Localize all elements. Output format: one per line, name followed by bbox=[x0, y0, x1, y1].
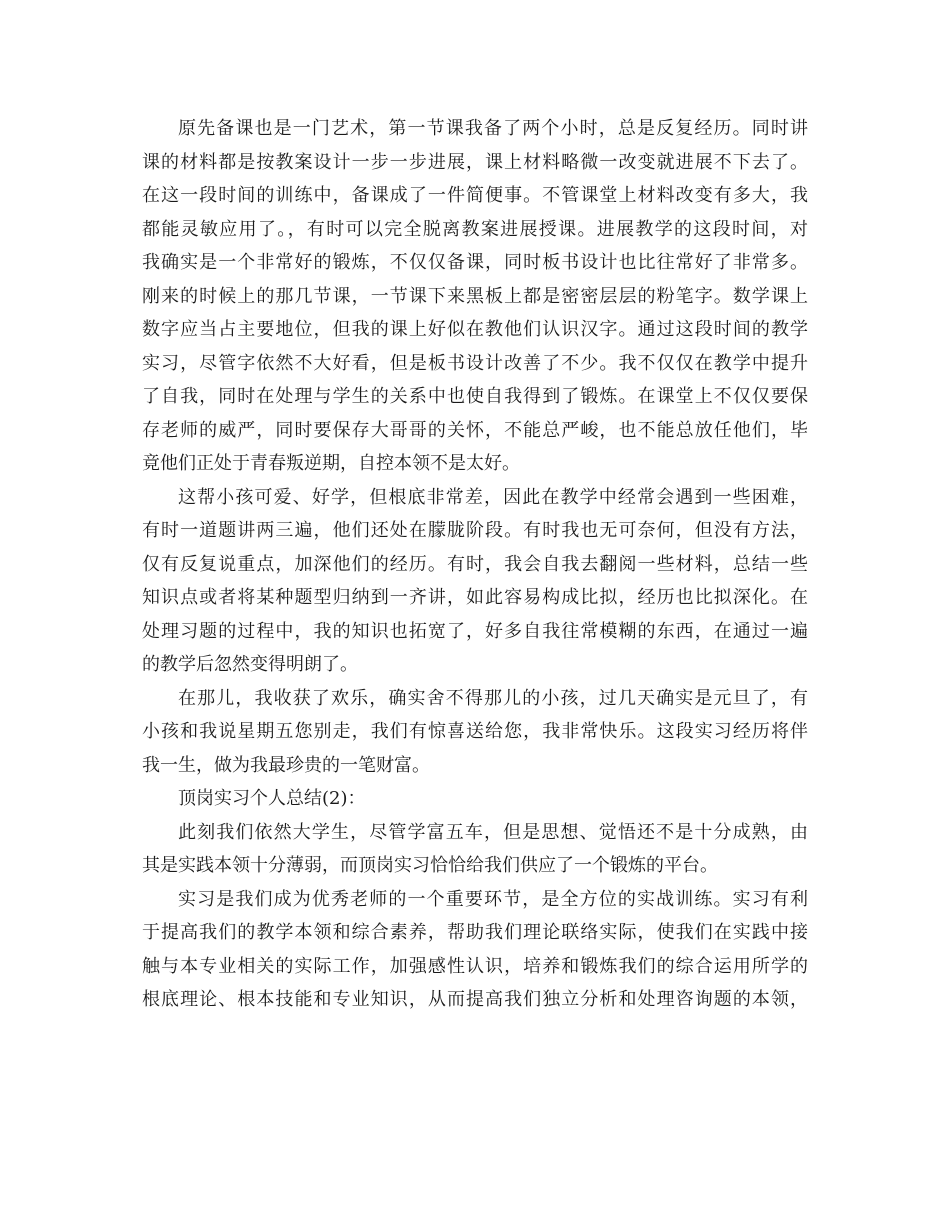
text-line: 此刻我们依然大学生，尽管学富五车，但是思想、觉悟还不是十分成熟，由 bbox=[178, 821, 808, 843]
text-line: 我一生，做为我最珍贵的一笔财富。 bbox=[142, 754, 430, 776]
text-line: 原先备课也是一门艺术，第一节课我备了两个小时，总是反复经历。同时讲 bbox=[178, 118, 808, 139]
text-line: 实习是我们成为优秀老师的一个重要环节，是全方位的实战训练。实习有利 bbox=[178, 888, 808, 910]
text-line: 这帮小孩可爱、好学，但根底非常差，因此在教学中经常会遇到一些困难， bbox=[178, 486, 808, 508]
paragraph-3 bbox=[142, 682, 808, 783]
text-line: 存老师的威严，同时要保存大哥哥的关怀，不能总严峻，也不能总放任他们，毕 bbox=[142, 419, 808, 441]
text-line: 仅有反复说重点，加深他们的经历。有时，我会自我去翻阅一些材料，总结一些 bbox=[142, 553, 808, 575]
text-line: 知识点或者将某种题型归纳到一齐讲，如此容易构成比拟，经历也比拟深化。在 bbox=[142, 587, 808, 608]
text-line: 根底理论、根本技能和专业知识，从而提高我们独立分析和处理咨询题的本领， bbox=[142, 989, 808, 1010]
text-line: 有时一道题讲两三遍，他们还处在朦胧阶段。有时我也无可奈何，但没有方法， bbox=[142, 520, 808, 541]
text-line: 实习，尽管字依然不大好看，但是板书设计改善了不少。我不仅仅在教学中提升 bbox=[142, 352, 808, 374]
text-line: 数字应当占主要地位，但我的课上好似在教他们认识汉字。通过这段时间的教学 bbox=[142, 319, 808, 340]
text-line: 处理习题的过程中，我的知识也拓宽了，好多自我往常模糊的东西，在通过一遍 bbox=[142, 620, 808, 642]
text-line: 课的材料都是按教案设计一步一步进展，课上材料略微一改变就进展不下去了。 bbox=[142, 151, 808, 173]
text-line: 小孩和我说星期五您别走，我们有惊喜送给您，我非常快乐。这段实习经历将伴 bbox=[142, 721, 808, 742]
document-body bbox=[142, 112, 808, 1017]
paragraph-2 bbox=[142, 481, 808, 682]
text-line: 竟他们正处于青春叛逆期，自控本领不是太好。 bbox=[142, 453, 520, 474]
text-line: 了自我，同时在处理与学生的关系中也使自我得到了锻炼。在课堂上不仅仅要保 bbox=[142, 386, 808, 407]
text-line: 在那儿，我收获了欢乐，确实舍不得那儿的小孩，过几天确实是元旦了，有 bbox=[178, 687, 808, 709]
section-heading bbox=[142, 782, 808, 816]
text-line: 其是实践本领十分薄弱，而顶岗实习恰恰给我们供应了一个锻炼的平台。 bbox=[142, 855, 718, 876]
paragraph-1 bbox=[142, 112, 808, 481]
text-line: 的教学后忽然变得明朗了。 bbox=[142, 654, 358, 675]
text-line: 刚来的时候上的那几节课，一节课下来黑板上都是密密层层的粉笔字。数学课上 bbox=[142, 285, 808, 307]
section-heading-text: 顶岗实习个人总结(2)： bbox=[178, 788, 366, 809]
text-line: 都能灵敏应用了。，有时可以完全脱离教案进展授课。进展教学的这段时间，对 bbox=[142, 218, 808, 240]
text-line: 我确实是一个非常好的锻炼，不仅仅备课，同时板书设计也比往常好了非常多。 bbox=[142, 252, 808, 273]
text-line: 触与本专业相关的实际工作，加强感性认识，培养和锻炼我们的综合运用所学的 bbox=[142, 955, 808, 977]
text-line: 在这一段时间的训练中，备课成了一件简便事。不管课堂上材料改变有多大，我 bbox=[142, 185, 808, 206]
paragraph-6 bbox=[142, 883, 808, 1017]
paragraph-5 bbox=[142, 816, 808, 883]
text-line: 于提高我们的教学本领和综合素养，帮助我们理论联络实际，使我们在实践中接 bbox=[142, 922, 808, 943]
